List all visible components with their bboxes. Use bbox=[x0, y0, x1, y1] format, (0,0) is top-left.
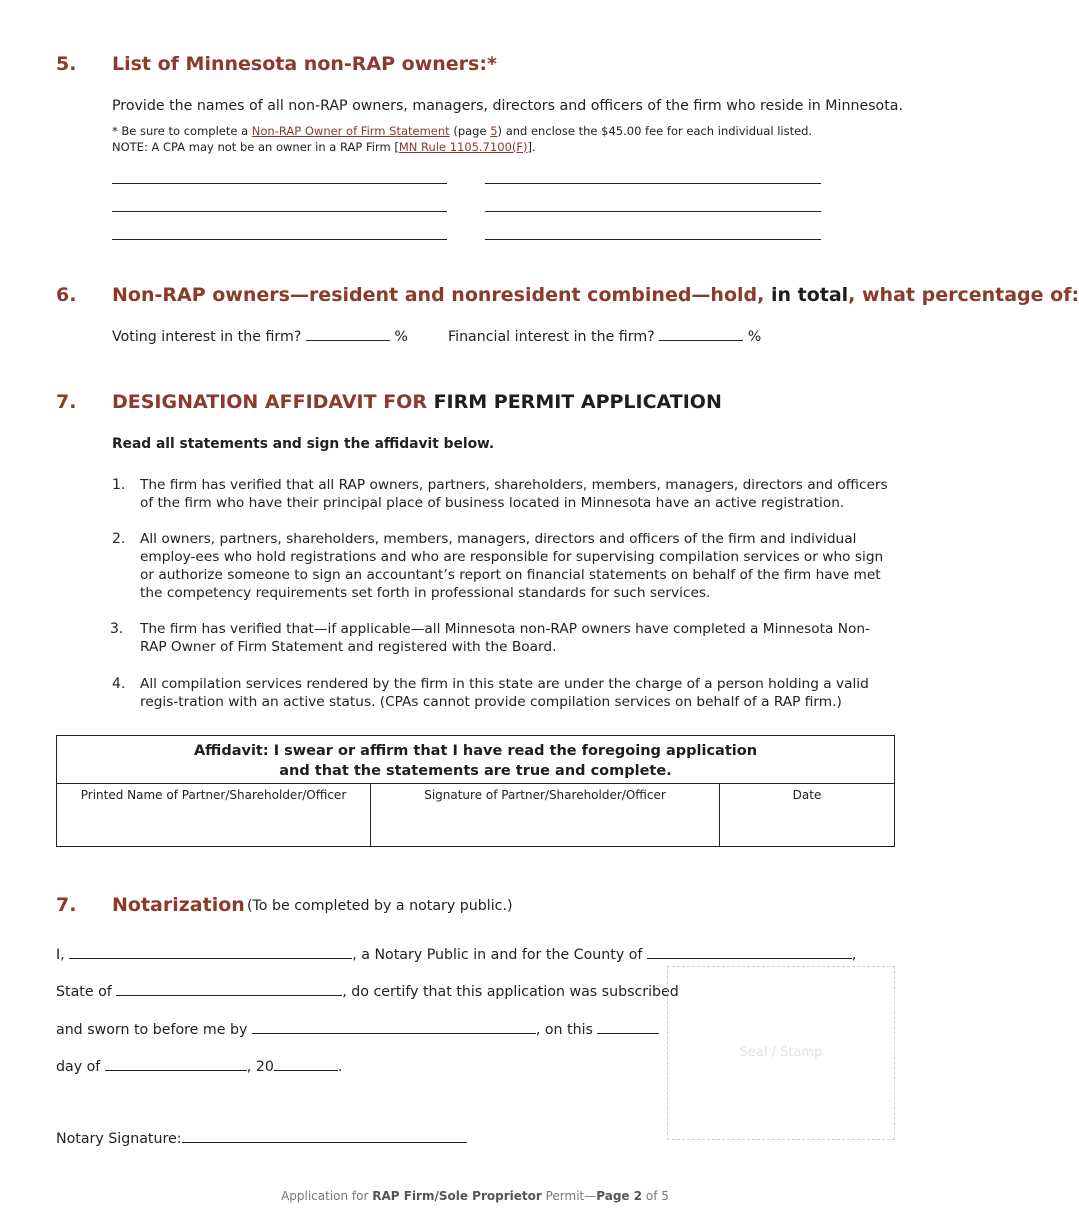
statement-number: 1. bbox=[112, 477, 126, 493]
notarization-title: Notarization bbox=[112, 894, 245, 916]
statement-text: All compilation services rendered by the firm in this state are under the charge of a person holding a valid regis-tration with an active status. (CPAs cannot provide compilation services on behalf of a RAP firm.) bbox=[140, 676, 869, 710]
financial-interest-input[interactable] bbox=[659, 326, 743, 341]
owner-name-line[interactable] bbox=[485, 239, 821, 240]
section-5-number: 5. bbox=[56, 53, 77, 75]
non-rap-statement-link[interactable]: Non-RAP Owner of Firm Statement bbox=[251, 124, 450, 138]
printed-name-field[interactable] bbox=[57, 788, 370, 802]
footer-mid: Permit— bbox=[541, 1189, 597, 1203]
affidavit-instruction: Read all statements and sign the affidavit below. bbox=[112, 436, 495, 452]
footer-prefix: Application for bbox=[281, 1189, 373, 1203]
page-5-link[interactable]: 5 bbox=[490, 124, 498, 138]
notary-line-2 bbox=[56, 981, 679, 1000]
section-7-number: 7. bbox=[56, 391, 77, 413]
section-5-note-1 bbox=[112, 124, 812, 138]
statement-text: The firm has verified that all RAP owners, partners, shareholders, members, managers, directors and officers of the firm who have their principal place of business located in Minnesota have an active registration. bbox=[140, 477, 888, 511]
notary-signature-label: Notary Signature: bbox=[56, 1131, 182, 1147]
section-7-title bbox=[112, 391, 722, 413]
year-input[interactable] bbox=[274, 1056, 338, 1071]
notary-i-label: I, bbox=[56, 947, 65, 963]
seal-stamp-area bbox=[667, 966, 895, 1140]
notary-line-4 bbox=[56, 1056, 342, 1075]
statement-number: 3. bbox=[110, 621, 124, 637]
owner-name-line[interactable] bbox=[112, 183, 447, 184]
notarization-number: 7. bbox=[56, 894, 77, 916]
note-1-suffix: ) and enclose the $45.00 fee for each individual listed. bbox=[497, 124, 813, 138]
note-2-prefix: NOTE: A CPA may not be an owner in a RAP Firm [ bbox=[112, 140, 399, 154]
signature-field[interactable] bbox=[371, 788, 719, 802]
voting-interest-row bbox=[112, 326, 408, 345]
financial-interest-row bbox=[448, 326, 761, 345]
section-6-title-part-3: , what percentage of: bbox=[848, 284, 1079, 306]
note-1-mid: (page bbox=[449, 124, 491, 138]
notary-comma: , bbox=[851, 947, 857, 963]
certify-text: , do certify that this application was subscribed bbox=[342, 984, 679, 1000]
page-footer bbox=[0, 1189, 950, 1203]
notary-name-input[interactable] bbox=[69, 944, 352, 959]
section-5-intro: Provide the names of all non-RAP owners, managers, directors and officers of the firm who reside in Minnesota. bbox=[112, 98, 904, 114]
footer-form-name: RAP Firm/Sole Proprietor bbox=[372, 1189, 542, 1203]
day-of-label: day of bbox=[56, 1059, 101, 1075]
note-1-prefix: * Be sure to complete a bbox=[112, 124, 252, 138]
statement-number: 2. bbox=[112, 531, 126, 547]
statement-text: All owners, partners, shareholders, members, managers, directors and officers of the firm and individual employ-ees who hold registrations and who are responsible for supervising compilation services or who sign or authorize someone to sign an accountant’s report on financial statements on behalf of the firm have met the competency requirements set forth in professional standards for such services. bbox=[140, 531, 884, 601]
financial-interest-label: Financial interest in the firm? bbox=[448, 329, 655, 345]
mn-rule-link[interactable]: MN Rule 1105.7100(F) bbox=[398, 140, 528, 154]
statement-number: 4. bbox=[112, 676, 126, 692]
voting-percent-sign: % bbox=[394, 329, 408, 345]
on-this-label: , on this bbox=[535, 1022, 593, 1038]
affidavit-divider bbox=[57, 783, 894, 784]
affidavit-statement bbox=[57, 741, 894, 781]
state-of-label: State of bbox=[56, 984, 112, 1000]
year-prefix: , 20 bbox=[246, 1059, 274, 1075]
footer-suffix: of 5 bbox=[642, 1189, 669, 1203]
section-6-number: 6. bbox=[56, 284, 77, 306]
section-6-title-part-2: in total bbox=[770, 284, 849, 306]
notary-line-3 bbox=[56, 1019, 659, 1038]
month-input[interactable] bbox=[105, 1056, 247, 1071]
notary-county-label: , a Notary Public in and for the County of bbox=[352, 947, 643, 963]
sworn-by-input[interactable] bbox=[252, 1019, 536, 1034]
county-input[interactable] bbox=[647, 944, 852, 959]
signature-label: Signature of Partner/Shareholder/Officer bbox=[424, 788, 666, 802]
notary-line-1 bbox=[56, 944, 856, 963]
day-number-input[interactable] bbox=[597, 1019, 659, 1034]
printed-name-label: Printed Name of Partner/Shareholder/Officer bbox=[80, 788, 347, 802]
statement-text: The firm has verified that—if applicable—all Minnesota non-RAP owners have completed a Minnesota Non-RAP Owner of Firm Statement and registered with the Board. bbox=[140, 621, 870, 655]
voting-interest-input[interactable] bbox=[306, 326, 390, 341]
seal-stamp-label: Seal / Stamp bbox=[739, 1045, 823, 1060]
section-5-note-2 bbox=[112, 140, 536, 154]
owner-name-line[interactable] bbox=[112, 211, 447, 212]
period: . bbox=[337, 1059, 343, 1075]
voting-interest-label: Voting interest in the firm? bbox=[112, 329, 302, 345]
affidavit-line-2: and that the statements are true and complete. bbox=[279, 763, 672, 779]
section-7-title-part-1: DESIGNATION AFFIDAVIT FOR bbox=[112, 391, 434, 413]
notary-signature-row bbox=[56, 1128, 467, 1147]
notarization-subtitle: (To be completed by a notary public.) bbox=[247, 898, 513, 914]
note-2-suffix: ]. bbox=[527, 140, 536, 154]
date-label: Date bbox=[792, 788, 822, 802]
owner-name-line[interactable] bbox=[112, 239, 447, 240]
notary-signature-input[interactable] bbox=[182, 1128, 467, 1143]
affidavit-box bbox=[56, 735, 895, 847]
state-input[interactable] bbox=[116, 981, 342, 996]
section-6-title-part-1: Non-RAP owners—resident and nonresident combined—hold, bbox=[112, 284, 771, 306]
footer-page-label: Page 2 bbox=[596, 1189, 643, 1203]
sworn-label: and sworn to before me by bbox=[56, 1022, 248, 1038]
section-7-title-part-2: FIRM PERMIT APPLICATION bbox=[433, 391, 722, 413]
date-field[interactable] bbox=[720, 788, 894, 802]
owner-name-line[interactable] bbox=[485, 211, 821, 212]
affidavit-line-1: Affidavit: I swear or affirm that I have read the foregoing application bbox=[193, 743, 758, 759]
owner-name-line[interactable] bbox=[485, 183, 821, 184]
section-5-title: List of Minnesota non-RAP owners:* bbox=[112, 53, 497, 75]
section-6-title bbox=[112, 284, 1079, 306]
financial-percent-sign: % bbox=[747, 329, 762, 345]
